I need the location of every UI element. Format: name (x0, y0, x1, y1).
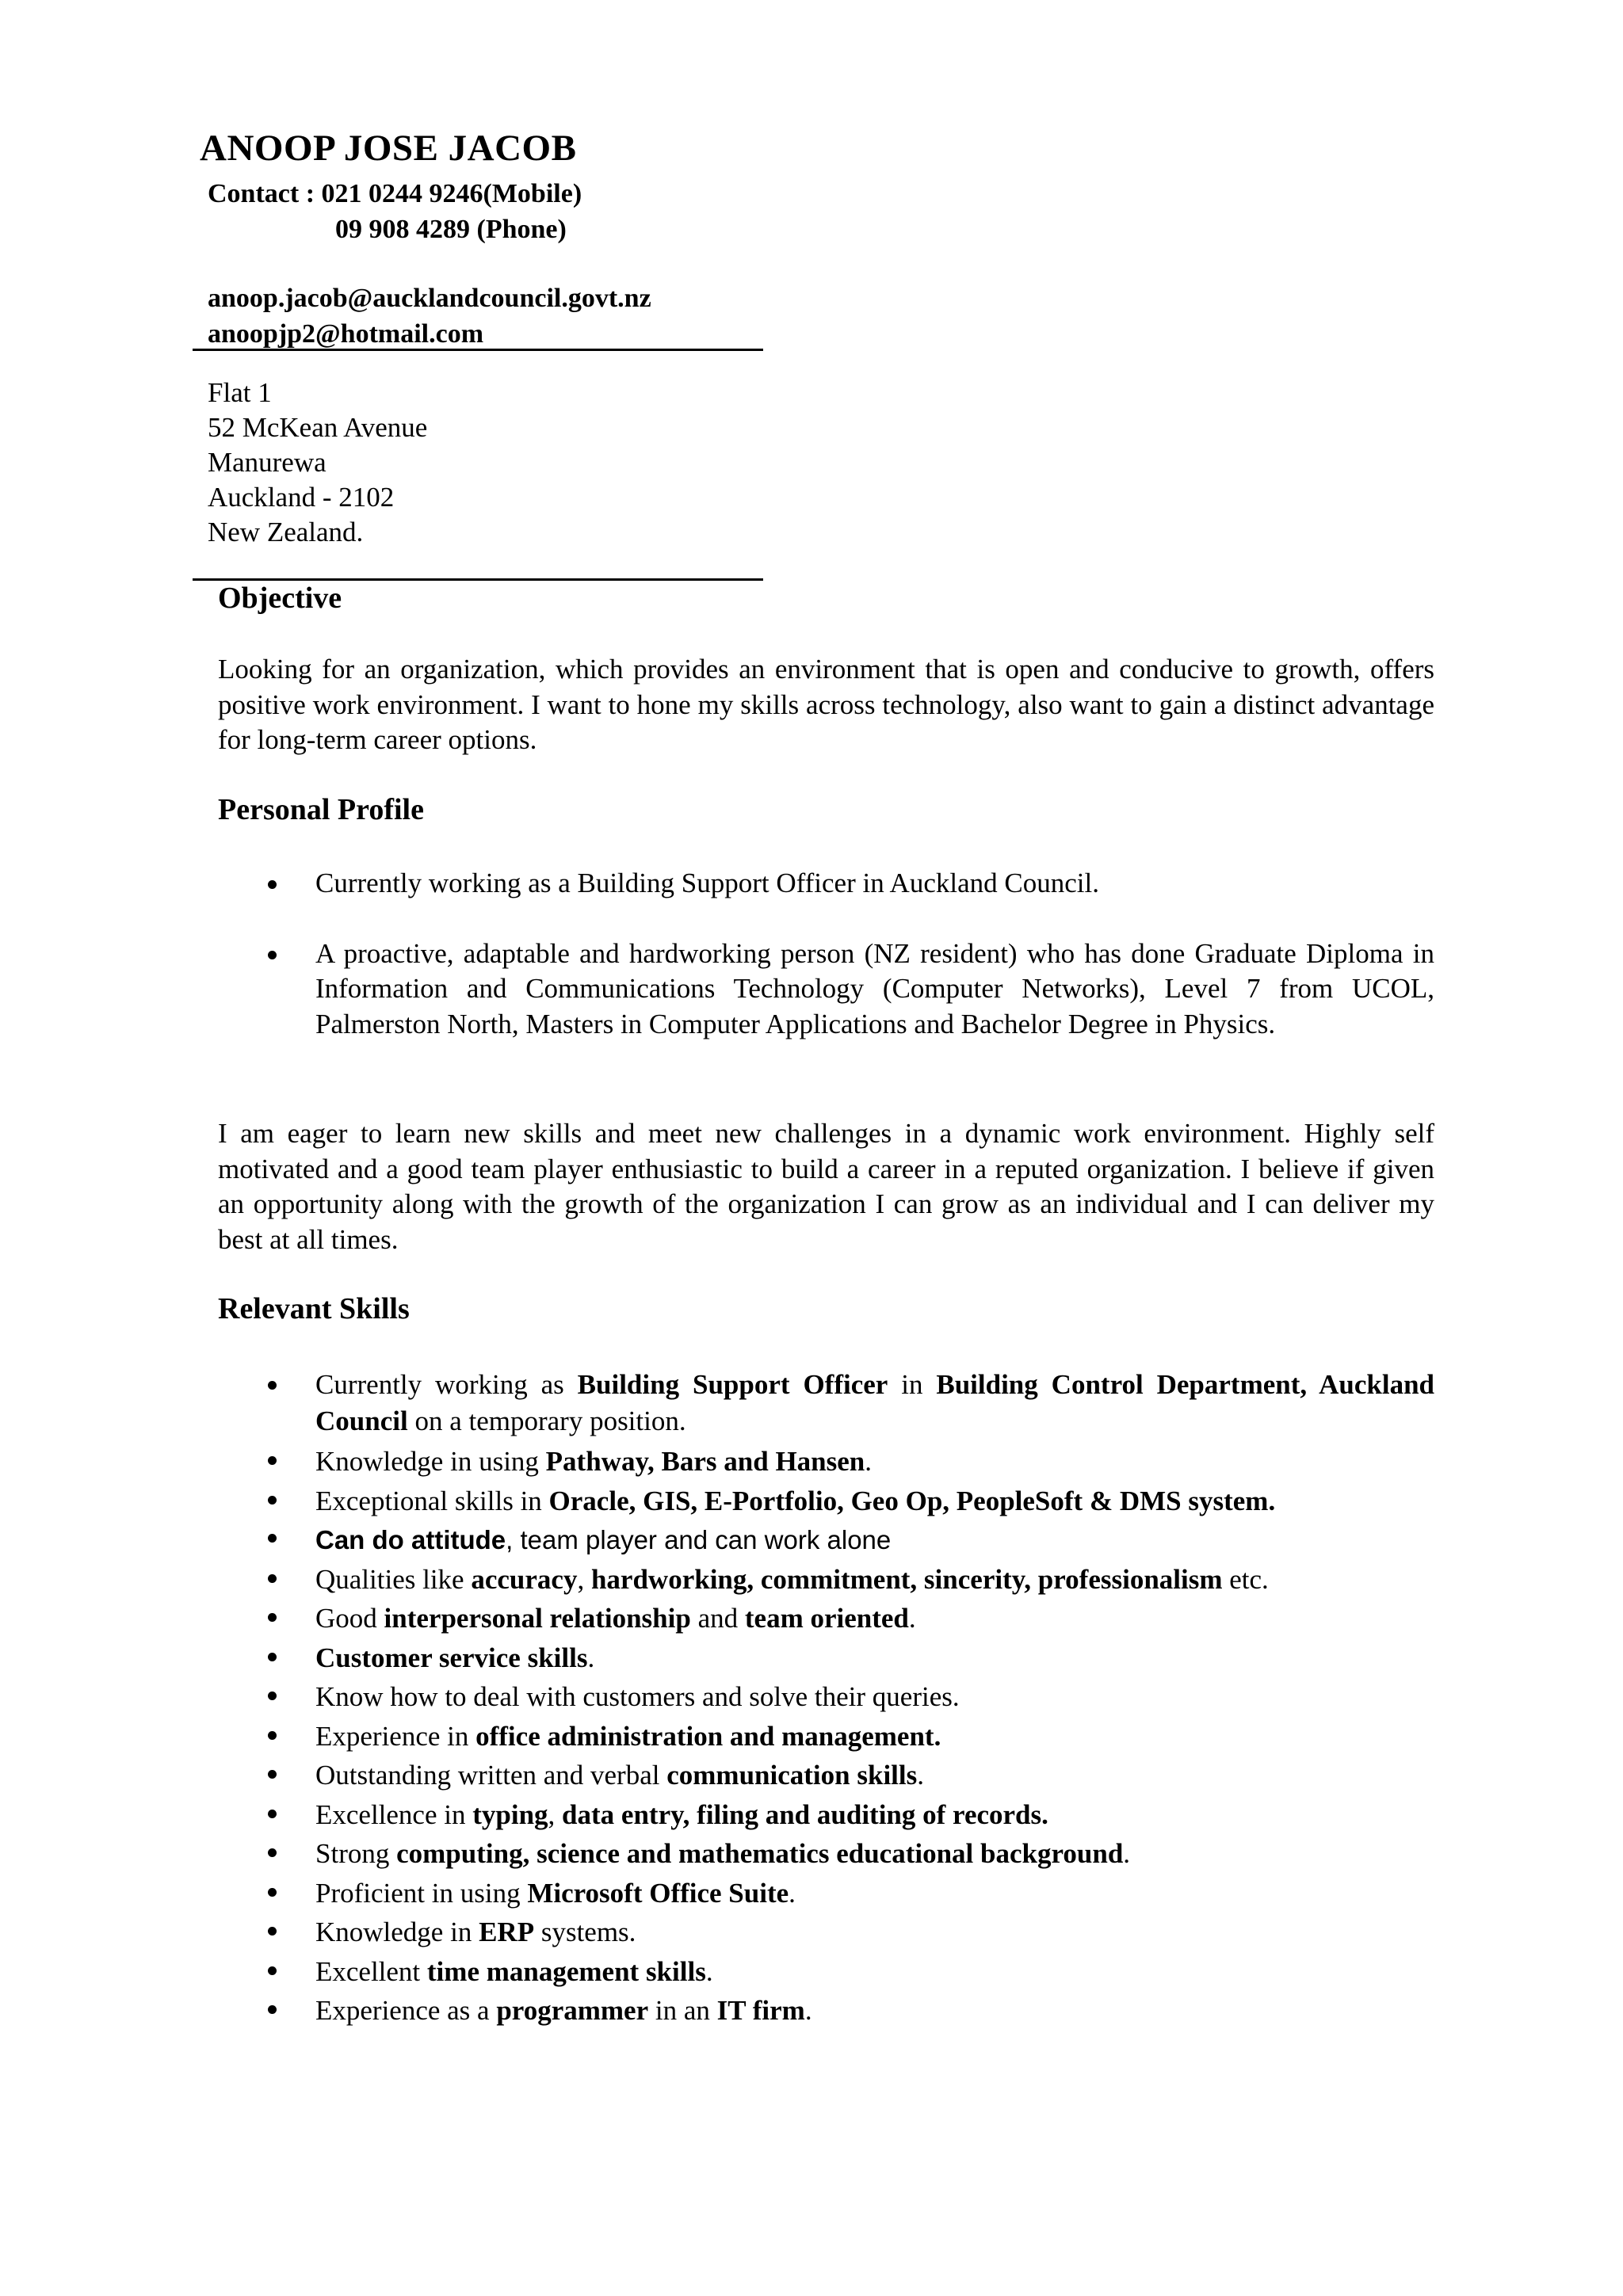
email-work: anoop.jacob@aucklandcouncil.govt.nz (208, 284, 651, 313)
bullet-icon (268, 1691, 277, 1700)
bullet-icon (268, 1534, 277, 1543)
contact-block (208, 176, 582, 247)
bullet-icon (268, 2005, 277, 2014)
email-block (208, 280, 651, 352)
list-item: Outstanding written and verbal communication skills. (218, 1756, 1434, 1795)
divider (193, 349, 763, 351)
list-item: Currently working as a Building Support Officer in Auckland Council. (218, 866, 1434, 902)
bullet-icon (268, 1770, 277, 1779)
bullet-icon (268, 1456, 277, 1465)
list-item: Know how to deal with customers and solve their queries. (218, 1677, 1434, 1717)
list-item: Excellent time management skills. (218, 1952, 1434, 1992)
list-item: Experience as a programmer in an IT firm. (218, 1991, 1434, 2031)
address-block (208, 376, 427, 550)
bullet-icon (268, 1381, 277, 1390)
bullet-icon (268, 1496, 277, 1505)
email-personal: anoopjp2@hotmail.com (208, 319, 484, 349)
bullet-icon (268, 1731, 277, 1740)
bullet-icon (268, 1574, 277, 1583)
contact-phone: 09 908 4289 (Phone) (335, 215, 567, 244)
list-item: Good interpersonal relationship and team oriented. (218, 1599, 1434, 1638)
list-item: Excellence in typing, data entry, filing and auditing of records. (218, 1795, 1434, 1835)
list-item: Knowledge in ERP systems. (218, 1913, 1434, 1952)
candidate-name: ANOOP JOSE JACOB (200, 128, 577, 169)
bullet-icon (268, 1966, 277, 1975)
bullet-icon (268, 880, 277, 889)
list-item: Knowledge in using Pathway, Bars and Hansen. (218, 1442, 1434, 1482)
address-line: Auckland - 2102 (208, 482, 395, 513)
list-item: Can do attitude, team player and can work alone (218, 1520, 1434, 1560)
list-item: Customer service skills. (218, 1638, 1434, 1678)
list-item: Experience in office administration and management. (218, 1717, 1434, 1756)
address-line: Manurewa (208, 447, 327, 478)
bullet-icon (268, 951, 277, 959)
bullet-icon (268, 1848, 277, 1857)
bullet-icon (268, 1613, 277, 1622)
profile-summary: I am eager to learn new skills and meet new challenges in a dynamic work environment. Highly self motivated and a good team player enthusiastic to build a career in a reputed organization. I believe if given an opportunity along with the growth of the organization I can grow as an individual and I can deliver my best at all times. (218, 1118, 1434, 1255)
objective-heading: Objective (218, 582, 342, 615)
contact-mobile: Contact : 021 0244 9246(Mobile) (208, 179, 582, 208)
objective-text: Looking for an organization, which provides an environment that is open and conducive to growth, offers positive work environment. I want to hone my skills across technology, also want to gain a distinct advantage for long-term career options. (218, 654, 1434, 755)
list-item: Proficient in using Microsoft Office Suite. (218, 1874, 1434, 1913)
bullet-icon (268, 1653, 277, 1661)
bullet-icon (268, 1810, 277, 1818)
list-item: A proactive, adaptable and hardworking person (NZ resident) who has done Graduate Diploma in Information and Communications Technology (Computer Networks), Level 7 from UCOL, Palmerston North, Masters in Computer Applications and Bachelor Degree in Physics. (218, 936, 1434, 1043)
address-line: 52 McKean Avenue (208, 412, 428, 443)
relevant-skills-heading: Relevant Skills (218, 1292, 410, 1325)
list-item: Exceptional skills in Oracle, GIS, E-Portfolio, Geo Op, PeopleSoft & DMS system. (218, 1482, 1434, 1521)
address-line: Flat 1 (208, 377, 272, 408)
list-item: Qualities like accuracy, hardworking, commitment, sincerity, professionalism etc. (218, 1560, 1434, 1600)
address-line: New Zealand. (208, 517, 364, 547)
list-item: Currently working as Building Support Officer in Building Control Department, Auckland Council on a temporary position. (218, 1367, 1434, 1440)
list-item: Strong computing, science and mathematics educational background. (218, 1834, 1434, 1874)
personal-profile-list (218, 866, 1434, 1042)
bullet-icon (268, 1888, 277, 1897)
bullet-icon (268, 1927, 277, 1936)
relevant-skills-list (218, 1367, 1434, 2031)
personal-profile-heading: Personal Profile (218, 793, 424, 826)
